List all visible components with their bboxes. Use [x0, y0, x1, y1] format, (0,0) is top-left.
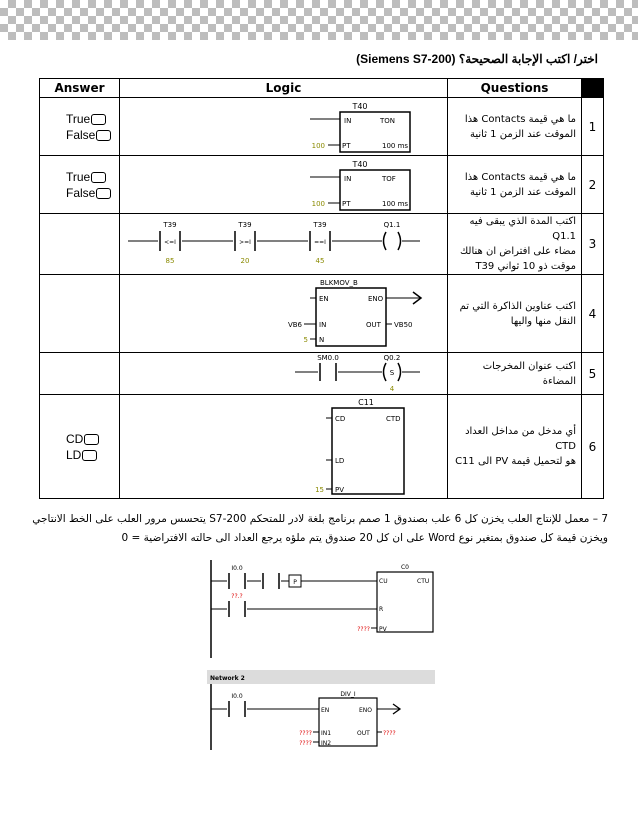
pv-label: PV	[379, 626, 387, 633]
pv-label: PV	[335, 485, 345, 494]
checkbox-true[interactable]	[91, 172, 106, 183]
timer-label: T40	[352, 159, 368, 169]
option-label: True	[66, 169, 91, 184]
out-label: OUT	[366, 320, 381, 329]
option-label: True	[66, 111, 91, 126]
compare-value: 45	[315, 257, 325, 265]
contact-address: SM0.0	[317, 353, 339, 362]
logic-cell	[120, 353, 448, 395]
time-base: 100 ms	[382, 141, 409, 150]
compare-contact-3	[308, 221, 332, 265]
row-number: 1	[582, 98, 604, 156]
tof-timer-diagram	[120, 157, 446, 213]
option-label: False	[66, 127, 96, 142]
logic-cell	[120, 98, 448, 156]
pv-value: 15	[315, 485, 324, 494]
question-line: اكتب عنوان المخرجات	[482, 360, 576, 372]
box-pt-label: PT	[342, 199, 351, 208]
header-answer: Answer	[40, 79, 120, 98]
logic-cell	[120, 395, 448, 499]
question-7-line: 7 – معمل للإنتاج العلب يخزن كل 6 علب بصندوق 1 صمم برنامج بلغة لادر للمتحكم S7-200 يتحسس مرور العلب على الخط الانتاجي	[32, 513, 608, 525]
question-line: المضاءة	[542, 375, 576, 387]
network-label: Network 2	[210, 675, 245, 682]
pt-value: 100	[311, 141, 325, 150]
reset-address: ??.?	[231, 593, 243, 600]
time-base: 100 ms	[382, 199, 409, 208]
question-line: اكتب المدة الذي يبقى فيه Q1.1	[469, 216, 576, 242]
compare-contacts-diagram	[120, 219, 446, 269]
question-text	[448, 353, 582, 395]
checkbox-ld[interactable]	[82, 450, 97, 461]
question-7	[20, 510, 608, 548]
contact-address: I0.0	[231, 565, 243, 572]
ton-timer-diagram	[120, 99, 446, 155]
compare-contact-1	[158, 221, 182, 265]
ctd-counter-diagram	[120, 396, 446, 498]
in2-label: IN2	[321, 740, 332, 747]
timer-label: T40	[352, 101, 368, 111]
coil-count: 4	[389, 384, 395, 393]
ld-label: LD	[335, 456, 345, 465]
answer-cell	[40, 98, 120, 156]
checkbox-false[interactable]	[96, 188, 111, 199]
question-line: موقت ذو 10 ثواني T39	[475, 261, 576, 272]
box-type-label: TON	[380, 116, 396, 125]
question-line: النقل منها واليها	[510, 315, 576, 327]
logic-cell	[120, 275, 448, 353]
option-label: LD	[66, 447, 82, 462]
answer-cell	[40, 353, 120, 395]
table-row	[40, 156, 604, 214]
ctu-label: CTU	[417, 578, 430, 585]
coil-address: Q1.1	[383, 221, 401, 229]
ctd-label: CTD	[386, 414, 401, 423]
questions-table	[39, 78, 604, 499]
div-block-label: DIV_I	[340, 691, 356, 698]
in1-value: ????	[299, 730, 312, 737]
question-line: ما هي قيمة Contacts هذا	[464, 113, 576, 125]
header-number-cell	[582, 79, 604, 98]
in-label: IN	[319, 320, 327, 329]
question-line: ما هي قيمة Contacts هذا	[464, 171, 576, 183]
box-in-label: IN	[344, 116, 352, 125]
checkbox-cd[interactable]	[84, 434, 99, 445]
contact-address: T39	[238, 221, 252, 229]
box-in-label: IN	[344, 174, 352, 183]
set-coil-diagram	[120, 354, 446, 394]
row-number: 4	[582, 275, 604, 353]
question-line: اكتب عناوين الذاكرة التي تم	[459, 300, 576, 312]
header-questions: Questions	[448, 79, 582, 98]
table-row	[40, 395, 604, 499]
block-name: BLKMOV_B	[320, 278, 358, 287]
question-text	[448, 156, 582, 214]
logic-cell	[120, 156, 448, 214]
row-number: 3	[582, 214, 604, 275]
cu-label: CU	[379, 578, 388, 585]
table-row	[40, 214, 604, 275]
counter-label: C0	[400, 564, 410, 571]
table-header-row	[40, 79, 604, 98]
box-pt-label: PT	[342, 141, 351, 150]
positive-edge-label: P	[293, 579, 297, 586]
eno-label: ENO	[359, 707, 373, 714]
in-address: VB6	[287, 320, 302, 329]
option-label: CD	[66, 431, 84, 446]
question-text	[448, 395, 582, 499]
question-7-line: ويخزن قيمة كل صندوق بمتغير نوع Word على ان كل 20 صندوق يتم ملؤه يرجع العداد الى حالته الافتراضية = 0	[121, 532, 608, 544]
question-line: هو لتحميل قيمة PV الى C11	[455, 456, 576, 467]
coil-address: Q0.2	[383, 353, 401, 362]
decorative-checker-band	[0, 0, 638, 40]
page-title: اختر/ اكتب الإجابة الصحيحة؟ (Siemens S7-200)	[356, 52, 598, 66]
question-text	[448, 275, 582, 353]
pv-value: ????	[357, 626, 370, 633]
counter-label: C11	[358, 397, 374, 407]
compare-contact-2	[233, 221, 257, 265]
row-number: 6	[582, 395, 604, 499]
compare-operator: <=I	[164, 239, 176, 246]
compare-value: 85	[165, 257, 175, 265]
answer-cell	[40, 395, 120, 499]
r-label: R	[379, 606, 384, 613]
compare-value: 20	[240, 257, 250, 265]
question-line: الموقت عند الزمن 1 ثانية	[470, 186, 576, 198]
header-logic: Logic	[120, 79, 448, 98]
contact-address: T39	[313, 221, 327, 229]
coil-type: S	[389, 368, 395, 377]
row-number: 2	[582, 156, 604, 214]
answer-cell	[40, 156, 120, 214]
n-value: 5	[303, 335, 308, 344]
out-address: VB50	[394, 320, 413, 329]
blkmov-diagram	[120, 276, 446, 352]
eno-label: ENO	[368, 294, 384, 303]
table-row	[40, 353, 604, 395]
row-number: 5	[582, 353, 604, 395]
question-line: أي مدخل من مداخل العداد CTD	[465, 426, 576, 452]
compare-operator: ==I	[314, 239, 326, 246]
in2-value: ????	[299, 740, 312, 747]
ladder-diagram-question-7	[207, 560, 437, 750]
checkbox-true[interactable]	[91, 114, 106, 125]
logic-cell	[120, 214, 448, 275]
out-label: OUT	[357, 730, 370, 737]
pt-value: 100	[311, 199, 325, 208]
compare-operator: >=I	[239, 239, 251, 246]
en-label: EN	[319, 294, 329, 303]
table-row	[40, 98, 604, 156]
option-label: False	[66, 185, 96, 200]
question-line: مضاء على افتراض ان هنالك	[459, 246, 576, 257]
checkbox-false[interactable]	[96, 130, 111, 141]
question-line: الموقت عند الزمن 1 ثانية	[470, 128, 576, 140]
question-text	[448, 214, 582, 275]
contact-address: T39	[163, 221, 177, 229]
n-label: N	[319, 335, 325, 344]
answer-cell	[40, 275, 120, 353]
out-value: ????	[383, 730, 396, 737]
answer-cell	[40, 214, 120, 275]
question-text	[448, 98, 582, 156]
table-row	[40, 275, 604, 353]
in1-label: IN1	[321, 730, 332, 737]
cd-label: CD	[335, 414, 346, 423]
box-type-label: TOF	[382, 174, 396, 183]
en-label: EN	[321, 707, 330, 714]
contact-address: I0.0	[231, 693, 243, 700]
output-coil	[382, 221, 402, 251]
